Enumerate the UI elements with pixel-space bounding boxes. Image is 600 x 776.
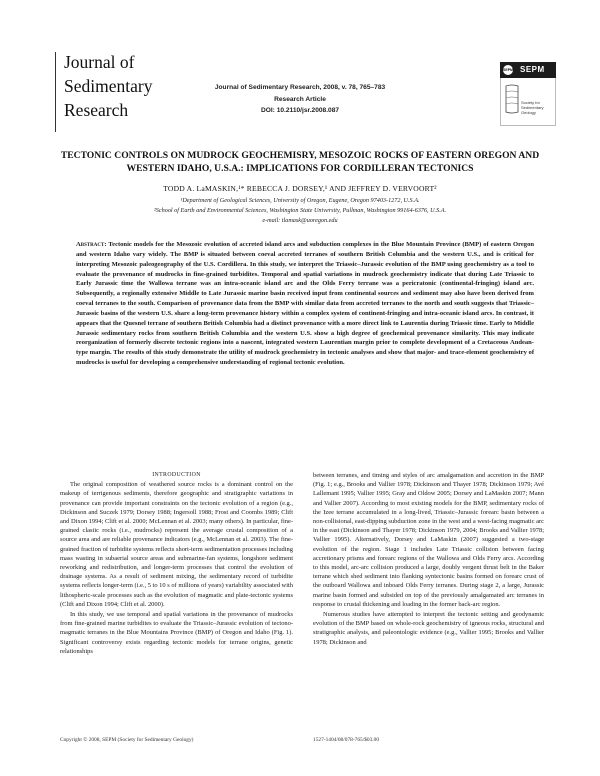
- paragraph: between terranes, and timing and styles of arc amalgamation and accretion in the BMP (Fig. 1; e.g., Brooks and Vallier 1978; Dickinson and Thayer 1978; Dickinson 1979; Avé Lallemant 1995; Vallier 1995; Gray and Oldow 2005; Dorsey and LaMaskin 2007; Mann and Vallier 2007). According to most existing models for the BMP, sedimentary rocks of the Izee terrane accumulated in a long-lived, Triassic–Jurassic forearc basin between a non-collisional, east-dipping subduction zone in the west and a west-facing magmatic arc in the east (Dickinson and Thayer 1978; Dickinson 1979, 2004; Brooks and Vallier 1978; Vallier 1995). Alternatively, Dorsey and LaMaskin (2007) suggested a two-stage evolution of the region. Stage 1 includes Late Triassic collision between facing accretionary prisms and forearc regions of the Wallowa and Olds Ferry arcs. According to this model, arc-arc collision produced a large, doubly vergent thrust belt in the Baker terrane which shed sediment into flanking syntectonic basins formed on forearc crust of the outboard Wallowa and inboard Olds Ferry terranes. During stage 2, a large, Jurassic marine basin formed and subsided on top of the previously amalgamated arc terranes in response to crustal thickening and loading in the former back-arc region.: [313, 472, 544, 608]
- journal-citation: Journal of Sedimentary Research, 2008, v. 78, 765–783: [214, 84, 386, 91]
- author-list: TODD A. LaMASKIN,¹* REBECCA J. DORSEY,¹ AND JEFFREY D. VERVOORT²: [163, 184, 437, 193]
- paragraph: In this study, we use temporal and spatial variations in the provenance of mudrocks from fine-grained marine turbidites to evaluate the Triassic–Jurassic evolution of tectono-magmatic terranes in the Blue Mountains Province (BMP) of Oregon and Idaho (Fig. 1). Significant controversy exists regarding tectonic models for terrane origins, genetic relationships: [60, 611, 293, 655]
- article-type: Research Article: [274, 95, 326, 103]
- issn-footer: 1527-1404/08/078-765/$03.00: [313, 737, 380, 743]
- article-title: [60, 150, 540, 175]
- doi: DOI: 10.2110/jsr.2008.087: [260, 107, 340, 114]
- author-email: e-mail: tlamask@uoregon.edu: [262, 217, 338, 224]
- paragraph: The original composition of weathered source rocks is a dominant control on the makeup of terrigenous sediments, therefore geographic and stratigraphic variations in provenance can provide important constraints on the tectonic evolution of a region (e.g., Dickinson and Suczek 1979; Dorsey 1988; Ingersoll 1988; Frost and Coombs 1989; Clift and Dixon 1994; Clift et al. 2000; McLennan et al. 2003; many others). In particular, fine-grained clastic rocks (i.e., mudrocks) represent the average crustal composition of a source area and are reliable provenance indicators (e.g., McLennan et al. 2003). The fine-grained fraction of turbidite systems reflects short-term sedimentation processes including mass wasting in subaerial source areas and submarine-fan systems, longshore sediment reworking and redistribution, and longer-term processes that control the evolution of drainage systems. As a result of sediment mixing, the sedimentary record of turbidite systems reflects longer-term (i.e., 5 to 10 s of millions of years) variability associated with lithospheric-scale processes such as the evolution of magmatic and plate-tectonic systems (Clift and Dixon 1994; Clift et al. 2000).: [60, 481, 293, 608]
- affiliation-1: ¹Department of Geological Sciences, University of Oregon, Eugene, Oregon 97403-1272, U.S.A.: [180, 197, 420, 204]
- strata-icon: [505, 84, 519, 114]
- body-column-left: [60, 471, 293, 656]
- title-line2: WESTERN IDAHO, U.S.A.: IMPLICATIONS FOR CORDILLERAN TECTONICS: [126, 162, 474, 174]
- paragraph: Numerous studies have attempted to interpret the tectonic setting and geodynamic evolution of the BMP based on whole-rock geochemistry of igneous rocks, structural and stratigraphic analysis, and paleontologic evidence (e.g., Vallier 1995; Brooks and Vallier 1978; Dickinson and: [313, 611, 544, 646]
- affiliation-2: ²School of Earth and Environmental Sciences, Washington State University, Pullman, Washington 99164-6376, U.S.A.: [153, 207, 447, 214]
- header-info: [170, 82, 430, 117]
- journal-name-line1: Journal of: [64, 52, 135, 72]
- journal-name-line3: Research: [64, 100, 129, 120]
- title-line1: TECTONIC CONTROLS ON MUDROCK GEOCHEMISRY, MESOZOIC ROCKS OF EASTERN OREGON AND: [60, 150, 540, 161]
- sepm-logo: [500, 62, 556, 126]
- abstract: [76, 240, 534, 368]
- journal-name: [64, 50, 164, 122]
- sepm-logo-bar: [500, 62, 556, 78]
- abstract-text: Tectonic models for the Mesozoic evolution of accreted island arcs and subduction complexes in the Blue Mountain Province (BMP) of eastern Oregon and western Idaho vary widely. The BMP is situated between coeval accreted terranes of southern British Columbia and the western U.S., and is critical for interpreting Mesozoic paleogeography of the U.S. Cordillera. In this study, we interpret the Triassic–Jurassic evolution of the BMP using geochemistry as a tool to evaluate the provenance of mudrocks in fine-grained turbidites. Temporal and spatial variations in mudrock geochemistry indicate that during Late Triassic to Early Jurassic time the Wallowa terrane was an intra-oceanic island arc and the Olds Ferry terrane was a pericratonic (continental-fringing) island arc. Subsequently, a regionally extensive Middle to Late Jurassic marine basin received input from continental sources and sediment may also have been derived from coeval terranes to the south. Comparison of provenance data from the BMP with similar data from accreted terranes to the north and south suggests that Triassic–Jurassic basins of the western U.S. share a long-term provenance history within a complex system of continent-fringing and intra-oceanic island arcs. In contrast, it appears that the Quesnel terrane of southern British Columbia had a distinct provenance with a more direct link to Laurentia during Triassic time. Early to Middle Jurassic sedimentary rocks from southern British Columbia and the western U.S. show a high degree of geochemical provenance similarity. This may indicate reorganization of formerly discrete tectonic regions into a nascent, integrated western Laurentian margin prior to complete development of a Cretaceous Andean-type margin. The results of this study demonstrate the utility of mudrock geochemistry in tectonic analyses and show that major- and trace-element geochemistry of mudrocks is useful for developing a comprehensive understanding of regional tectonic evolution.: [76, 241, 534, 367]
- sepm-logo-body: [500, 78, 556, 126]
- body-column-right: [313, 471, 544, 647]
- introduction-heading: INTRODUCTION: [152, 472, 201, 478]
- sepm-tagline: Society for Sedimentary Geology: [521, 100, 544, 115]
- copyright-footer: Copyright © 2008, SEPM (Society for Sedimentary Geology): [60, 737, 194, 743]
- journal-rule: [55, 52, 56, 132]
- sepm-seal-icon: SEPM: [503, 65, 513, 75]
- journal-name-line2: Sedimentary: [64, 76, 153, 96]
- sepm-logo-text: SEPM: [520, 65, 545, 74]
- abstract-label: Abstract:: [76, 241, 107, 248]
